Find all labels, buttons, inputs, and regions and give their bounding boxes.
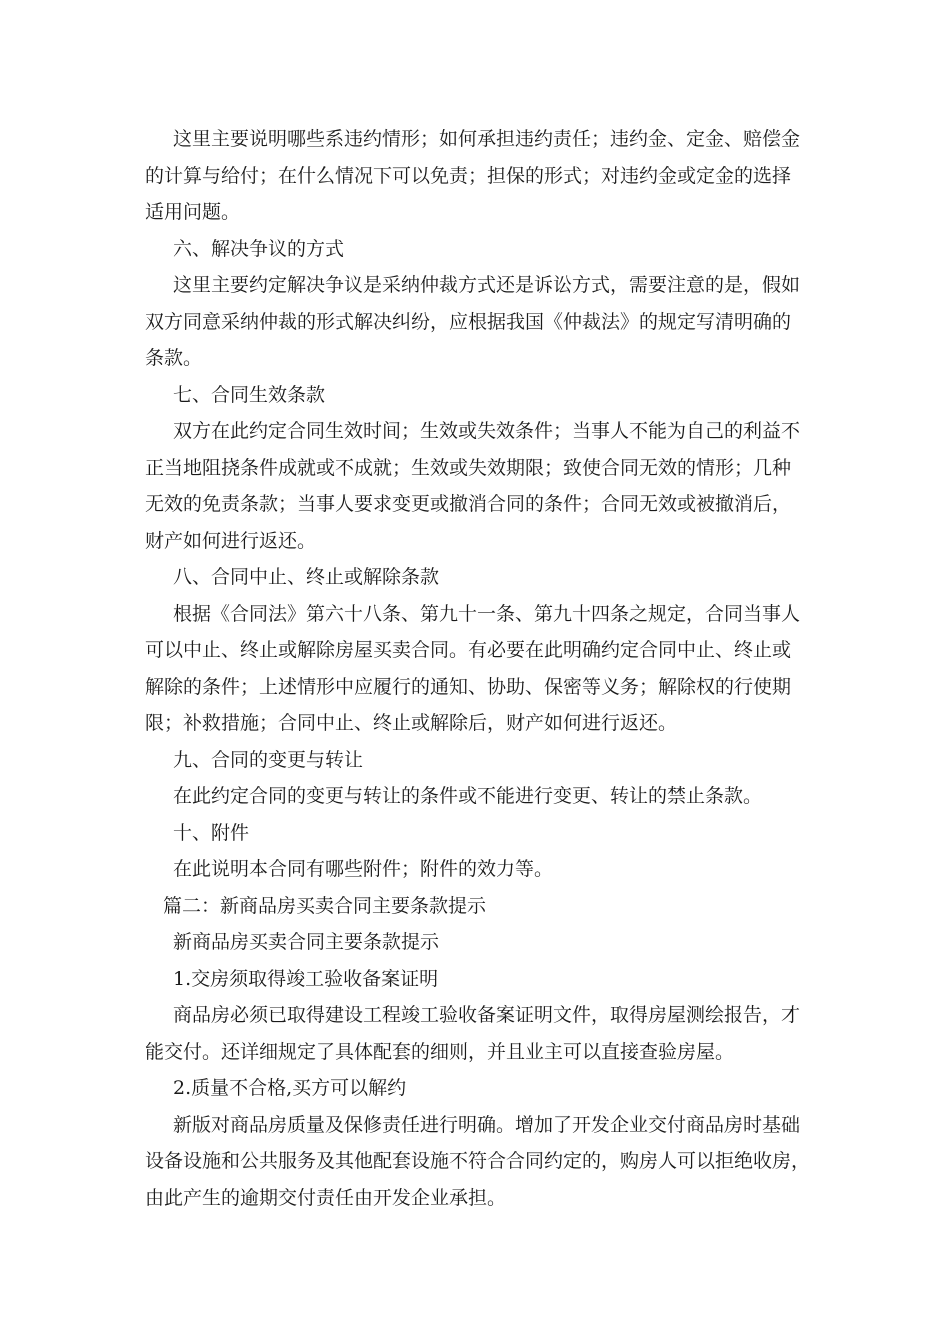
text-line: 十、附件 (173, 821, 250, 844)
text-line: 在此说明本合同有哪些附件；附件的效力等。 (173, 858, 554, 880)
text-line: 新商品房买卖合同主要条款提示 (173, 931, 440, 953)
text-line: 由此产生的逾期交付责任由开发企业承担。 (145, 1186, 507, 1209)
text-line: 限；补救措施；合同中止、终止或解除后，财产如何进行返还。 (145, 712, 678, 734)
text-line: 这里主要说明哪些系违约情形；如何承担违约责任；违约金、定金、赔偿金 (173, 128, 801, 150)
text-line: 可以中止、终止或解除房屋买卖合同。有必要在此明确约定合同中止、终止或 (145, 639, 792, 661)
text-line: 无效的免责条款；当事人要求变更或撤消合同的条件；合同无效或被撤消后， (145, 493, 792, 515)
text-line: 篇二：新商品房买卖合同主要条款提示 (163, 894, 487, 917)
text-line: 解除的条件；上述情形中应履行的通知、协助、保密等义务；解除权的行使期 (145, 675, 792, 698)
text-line: 双方同意采纳仲裁的形式解决纠纷，应根据我国《仲裁法》的规定写清明确的 (145, 310, 792, 333)
text-line: 在此约定合同的变更与转让的条件或不能进行变更、转让的禁止条款。 (173, 785, 763, 807)
text-line: 正当地阻挠条件成就或不成就；生效或失效期限；致使合同无效的情形；几种 (145, 456, 792, 479)
text-line: 财产如何进行返还。 (145, 529, 317, 552)
text-line: 双方在此约定合同生效时间；生效或失效条件；当事人不能为自己的利益不 (173, 420, 801, 442)
text-line: 适用问题。 (145, 201, 241, 223)
text-line: 新版对商品房质量及保修责任进行明确。增加了开发企业交付商品房时基础 (173, 1113, 801, 1136)
text-line: 能交付。还详细规定了具体配套的细则，并且业主可以直接查验房屋。 (145, 1040, 735, 1063)
text-line: 八、合同中止、终止或解除条款 (173, 566, 440, 588)
text-line: 这里主要约定解决争议是采纳仲裁方式还是诉讼方式，需要注意的是，假如 (173, 274, 801, 296)
text-line: 根据《合同法》第六十八条、第九十一条、第九十四条之规定，合同当事人 (173, 602, 801, 625)
text-line: 七、合同生效条款 (173, 383, 326, 406)
text-line: 六、解决争议的方式 (173, 237, 345, 260)
text-line: 的计算与给付；在什么情况下可以免责；担保的形式；对违约金或定金的选择 (145, 164, 792, 187)
text-line: 设备设施和公共服务及其他配套设施不符合合同约定的，购房人可以拒绝收房， (145, 1150, 810, 1172)
text-line: 九、合同的变更与转让 (173, 748, 364, 771)
text-line: 商品房必须已取得建设工程竣工验收备案证明文件，取得房屋测绘报告，才 (173, 1004, 801, 1026)
text-line: 1.交房须取得竣工验收备案证明 (173, 967, 439, 990)
text-line: 条款。 (145, 347, 203, 369)
text-line: 2.质量不合格,买方可以解约 (173, 1077, 407, 1099)
document-body (145, 121, 810, 1216)
